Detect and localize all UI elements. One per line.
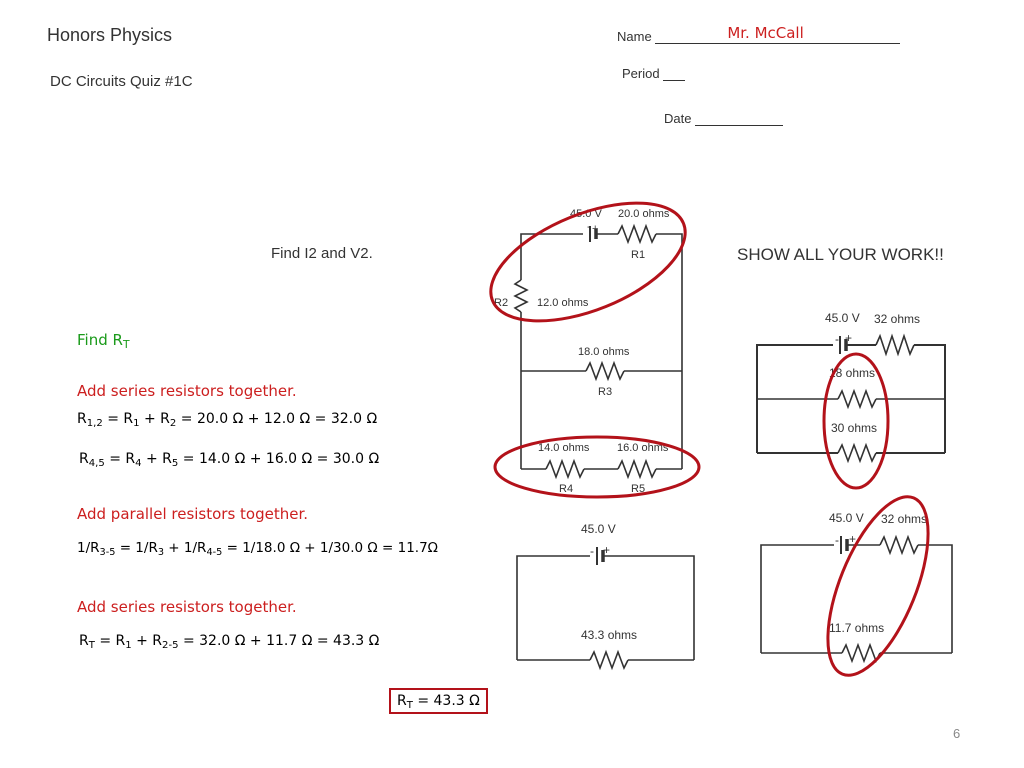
step1-rp2-label: 30 ohms [831,421,878,435]
svg-text:+: + [849,532,857,546]
final-circuit [517,522,694,668]
svg-text:+: + [592,223,599,235]
show-work-prompt: SHOW ALL YOUR WORK!! [737,245,944,264]
resistor-r4 [546,461,584,477]
step2-title: Add parallel resistors together. [77,505,309,523]
resistor-11-7 [842,645,880,661]
annotation-ellipse-series-r1-r2 [475,179,702,345]
svg-text:-: - [590,544,594,558]
resistor-30 [838,445,876,461]
resistor-18 [838,391,876,407]
quiz-title: DC Circuits Quiz #1C [50,73,193,90]
resistor-r1 [618,226,656,242]
find-rt-heading: Find $R_T$ [77,331,130,352]
period-label: Period [622,66,660,81]
main-circuit [475,179,702,497]
final-battery-label: 45.0 V [581,522,616,536]
step1-battery-label: 45.0 V [825,311,860,325]
svg-text:+: + [845,331,853,345]
resistor-43-3 [590,652,628,668]
svg-text:-: - [835,332,839,346]
resistor-r2 [515,280,527,312]
svg-text:-: - [835,533,839,547]
name-value: Mr. McCall [727,24,804,42]
equation-rt: $R_T = R_1 + R_{2-5} = 32.0$ Ω + 11.7 Ω = 43.3 Ω [79,633,380,652]
course-title: Honors Physics [47,25,173,45]
step3-title: Add series resistors together. [77,598,297,616]
equation-r35: $1/R_{3-5} = 1/R_3 + 1/R_{4-5} = 1/18.0$ Ω + 1/30.0 Ω = 11.7Ω [77,540,438,558]
annotation-ellipse-series-r4-r5 [495,437,699,497]
r2-value-label: 12.0 ohms [537,297,589,309]
step2-rp-label: 11.7 ohms [829,621,885,635]
r3-value-label: 18.0 ohms [578,346,630,358]
r3-name-label: R3 [598,386,613,398]
equation-r45: $R_{4,5} = R_4 + R_5 = 14.0$ Ω + 16.0 Ω = 30.0 Ω [79,451,380,470]
r4-name-label: R4 [559,483,574,495]
find-prompt: Find I2 and V2. [271,245,373,262]
page-number: 6 [953,726,961,741]
final-r-label: 43.3 ohms [581,628,638,642]
step1-rs-label: 32 ohms [874,312,921,326]
svg-text:+: + [603,543,611,557]
step1-title: Add series resistors together. [77,382,297,400]
main-battery-label: 45.0 V [570,208,602,220]
name-label: Name [617,29,652,44]
r1-value-label: 20.0 ohms [618,208,670,220]
resistor-32 [876,336,914,354]
r5-name-label: R5 [631,483,646,495]
step2-rs-label: 32 ohms [881,512,928,526]
resistor-32b [880,537,918,553]
resistor-r5 [618,461,656,477]
r5-value-label: 16.0 ohms [617,442,669,454]
final-answer-box: $R_T = 43.3$ Ω [389,688,488,714]
step2-battery-label: 45.0 V [829,511,864,525]
date-label: Date [664,111,692,126]
resistor-r3 [586,363,624,379]
r1-name-label: R1 [631,249,646,261]
svg-text:-: - [587,221,591,233]
equation-r12: $R_{1,2} = R_1 + R_2 = 20.0$ Ω + 12.0 Ω = 32.0 Ω [77,411,378,430]
r4-value-label: 14.0 ohms [538,442,590,454]
step1-rp1-label: 18 ohms [829,366,876,380]
step2-circuit [761,484,952,689]
step1-circuit [757,311,945,488]
r2-name-label: R2 [494,297,509,309]
